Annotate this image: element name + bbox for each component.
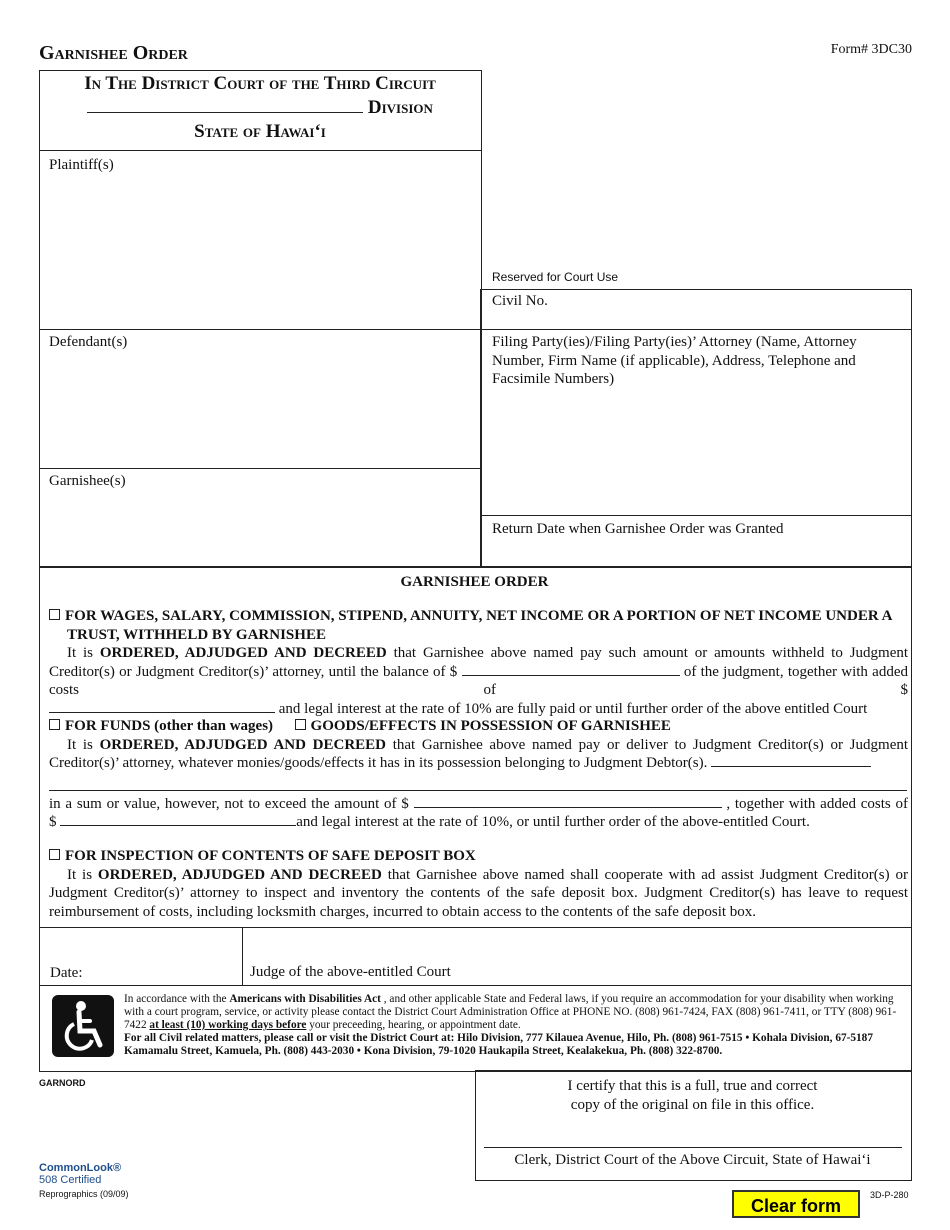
clerk-signature-line[interactable] bbox=[484, 1147, 902, 1148]
form-code: 3D-P-280 bbox=[870, 1190, 909, 1200]
civil-no-label: Civil No. bbox=[492, 293, 548, 309]
certify-text: I certify that this is a full, true and correct copy of the original on file in this office. bbox=[567, 1078, 818, 1113]
garnord-code: GARNORD bbox=[39, 1078, 86, 1088]
funds-amount-blank[interactable] bbox=[414, 807, 722, 808]
plaintiff-label: Plaintiff(s) bbox=[49, 157, 114, 173]
wages-paragraph-end: and legal interest at the rate of 10% are fully paid or until further order of the above entitled Court bbox=[49, 700, 908, 719]
plaintiff-field[interactable] bbox=[40, 180, 480, 328]
court-division-line: Division bbox=[40, 96, 480, 120]
wages-balance-blank[interactable] bbox=[462, 675, 680, 676]
defendant-label: Defendant(s) bbox=[49, 334, 128, 350]
debtor-blank[interactable] bbox=[711, 766, 871, 767]
clerk-label: Clerk, District Court of the Above Circuit, State of Hawai‘i bbox=[514, 1152, 871, 1168]
funds-paragraph: It is ORDERED, ADJUDGED AND DECREED that Garnishee above named pay or deliver to Judgment Creditor(s) or Judgment Creditor(s)’ attorney, whatever monies/goods/effects it has in its possession belonging to Judgment Debtor(s). bbox=[49, 736, 909, 771]
funds-heading: FOR FUNDS (other than wages) GOODS/EFFECTS IN POSSESSION OF GARNISHEE bbox=[49, 717, 908, 736]
certified-label: 508 Certified bbox=[39, 1174, 102, 1186]
wages-costs-blank[interactable] bbox=[49, 712, 275, 713]
clear-form-button[interactable]: Clear form bbox=[732, 1190, 860, 1218]
safe-deposit-section bbox=[49, 847, 908, 921]
garnishee-label: Garnishee(s) bbox=[49, 473, 126, 489]
debtor-blank-line2[interactable] bbox=[49, 773, 907, 791]
wages-section bbox=[49, 607, 908, 718]
filing-party-field[interactable] bbox=[482, 392, 908, 512]
funds-costs-line: $ and legal interest at the rate of 10%, or until further order of the above-entitled Court. bbox=[49, 814, 810, 830]
court-line1: In The District Court of the Third Circuit bbox=[84, 73, 436, 94]
garnishee-field[interactable] bbox=[40, 494, 480, 564]
form-number: Form# 3DC30 bbox=[830, 42, 912, 57]
court-state: State of Hawai‘i bbox=[194, 121, 326, 142]
funds-costs-blank[interactable] bbox=[60, 825, 296, 826]
order-heading: GARNISHEE ORDER bbox=[400, 574, 549, 590]
return-date-field[interactable] bbox=[482, 540, 908, 564]
wages-checkbox[interactable] bbox=[49, 609, 60, 620]
goods-checkbox[interactable] bbox=[295, 719, 306, 730]
ada-notice: In accordance with the Americans with Disabilities Act , and other applicable State and Federal laws, if you require an accommodation for your disability when working with a court program, service, or activity please contact the District Court Administration Office at PHONE NO. (808) 961-7424, FAX (808) 961-7411, or TTY (808) 961-7422 at least (10) working days before your preceeding, hearing, or appointment date. For all Civil related matters, please call or visit the District Court at: Hilo Division, 777 Kilauea Avenue, Hilo, Ph. (808) 961-7515 • Kohala Division, 67-5187 Kamamalu Street, Kamuela, Ph. (808) 443-2030 • Kona Division, 79-1020 Haukapila Street, Kealakekua, Ph. (808) 322-8700. bbox=[124, 993, 897, 1057]
commonlook-logo: CommonLook® bbox=[39, 1162, 122, 1174]
filing-party-label: Filing Party(ies)/Filing Party(ies)’ Attorney (Name, Attorney Number, Firm Name (if applicable), Address, Telephone and Facsimile Numbers) bbox=[492, 334, 857, 387]
date-field[interactable] bbox=[90, 930, 238, 982]
court-heading bbox=[40, 72, 480, 144]
return-date-label: Return Date when Garnishee Order was Granted bbox=[492, 521, 784, 537]
date-label: Date: bbox=[50, 965, 83, 981]
funds-amount-line: in a sum or value, however, not to exceed the amount of $ , together with added costs of bbox=[49, 795, 908, 812]
safe-deposit-heading: FOR INSPECTION OF CONTENTS OF SAFE DEPOSIT BOX bbox=[49, 847, 908, 866]
defendant-field[interactable] bbox=[40, 356, 480, 466]
reserved-label: Reserved for Court Use bbox=[492, 270, 619, 284]
judge-label: Judge of the above-entitled Court bbox=[250, 964, 451, 980]
wheelchair-icon bbox=[52, 995, 114, 1057]
reprographics-label: Reprographics (09/09) bbox=[39, 1189, 129, 1199]
wages-heading: FOR WAGES, SALARY, COMMISSION, STIPEND, ANNUITY, NET INCOME OR A PORTION OF NET INCOME UNDER A TRUST, WITHHELD BY GARNISHEE bbox=[49, 607, 908, 644]
safe-deposit-checkbox[interactable] bbox=[49, 849, 60, 860]
division-blank[interactable] bbox=[87, 112, 363, 113]
form-title: Garnishee Order bbox=[39, 42, 188, 64]
civil-no-field[interactable] bbox=[560, 291, 908, 327]
funds-checkbox[interactable] bbox=[49, 719, 60, 730]
funds-section bbox=[49, 717, 908, 832]
wages-paragraph: It is ORDERED, ADJUDGED AND DECREED that Garnishee above named pay such amount or amounts withheld to Judgment Creditor(s) or Judgment Creditor(s)’ attorney, until the balance of $ of the judgment, together with added costs of $ bbox=[49, 645, 909, 698]
safe-deposit-paragraph: It is ORDERED, ADJUDGED AND DECREED that Garnishee above named shall cooperate with ad assist Judgment Creditor(s) or Judgment Creditor(s)’ attorney to inspect and inventory the contents of the safe deposit box. Judgment Creditor(s) has leave to request reimbursement of costs, including locksmith charges, incurred to obtain access to the contents of the safe deposit box. bbox=[49, 866, 908, 920]
